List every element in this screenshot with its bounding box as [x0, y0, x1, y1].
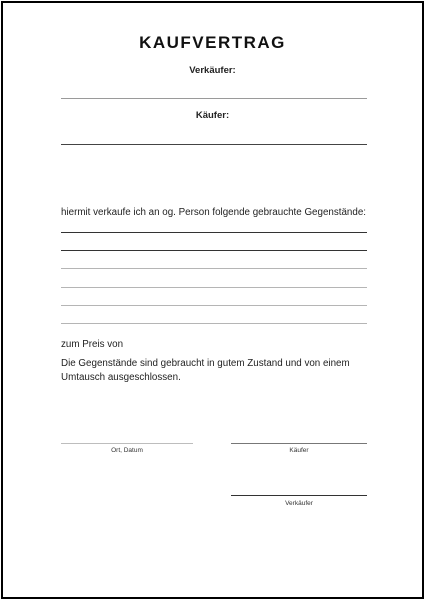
item-line-2[interactable] [61, 250, 367, 251]
statement-text: hiermit verkaufe ich an og. Person folgende gebrauchte Gegenstände: [61, 207, 366, 218]
item-line-4[interactable] [61, 287, 367, 288]
item-line-1[interactable] [61, 232, 367, 233]
contract-page [1, 1, 424, 599]
item-line-3[interactable] [61, 268, 367, 269]
buyer-line[interactable] [61, 144, 367, 145]
seller-label: Verkäufer: [189, 65, 236, 76]
item-line-5[interactable] [61, 305, 367, 306]
buyer-signature-label: Käufer [289, 447, 309, 454]
condition-text: Die Gegenstände sind gebraucht in gutem Zustand und von einem Umtausch ausgeschlossen. [61, 358, 350, 383]
seller-line[interactable] [61, 98, 367, 99]
place-date-label: Ort, Datum [111, 447, 143, 454]
item-line-6[interactable] [61, 323, 367, 324]
seller-signature-label: Verkäufer [285, 500, 313, 507]
price-label: zum Preis von [61, 339, 124, 350]
buyer-label: Käufer: [195, 110, 230, 121]
place-date-line[interactable] [61, 443, 193, 444]
buyer-signature-line[interactable] [231, 443, 367, 444]
document-title: KAUFVERTRAG [139, 33, 286, 52]
seller-signature-line[interactable] [231, 495, 367, 496]
